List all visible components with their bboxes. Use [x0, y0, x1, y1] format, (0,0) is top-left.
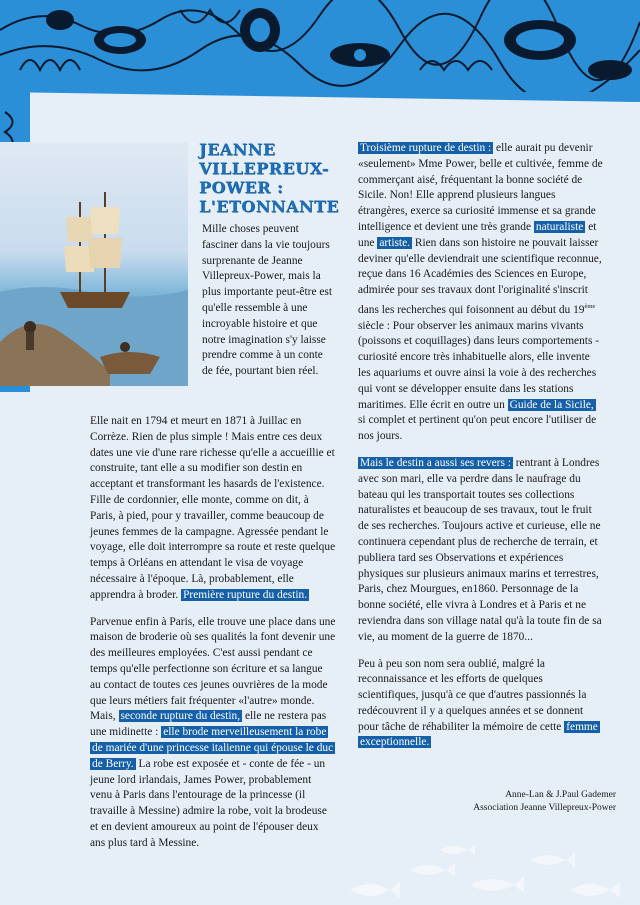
p3-text-e: si complet et pertinent qu'on peut encore l'utiliser de nos jours. — [358, 414, 597, 443]
p2-text-a: Parvenue enfin à Paris, elle trouve une place dans une maison de broderie où ses qualités la font devenir une des meilleures employées. C'est aussi pendant ce temps qu'elle perfectionne son écriture et sa langue au contact de toutes ces jeunes ouvrières de la mode que leurs métiers fait fréquenter «l'autre» monde. Mais, — [90, 615, 336, 723]
highlight-guide-sicile: Guide de la Sicile, — [509, 398, 594, 411]
signature-association: Association Jeanne Villepreux-Power — [473, 803, 616, 813]
paragraph-third-rupture — [358, 141, 604, 445]
highlight-wedding-dress: elle brode merveilleusement la robe de mariée d'une princesse italienne qui épouse le duc de Berry. — [92, 726, 334, 770]
p3-text-a: elle aurait pu devenir «seulement» Mme Power, belle et cultivée, femme de commerçant aisé, fréquentant la bonne société de Sicile. Non! Elle apprend plusieurs langues étrangères, exerce sa curiosité immense et sa grande intelligence et devient une très grande — [358, 142, 603, 233]
p2-text-c: La robe est exposée et - conte de fée - un jeune lord irlandais, James Power, probablement venu à Paris dans l'entourage de la princesse (il travaille à Messine) admire la robe, voit la brodeuse et en devient amoureux au point de l'épouser deux ans plus tard à Messine. — [90, 757, 327, 849]
p4-text: rentrant à Londres avec son mari, elle va perdre dans le naufrage du bateau qui les transportait toutes ses collections naturalistes et beaucoup de ses travaux, tout le fruit de ses recherches. Toujours active et curieuse, elle ne continuera cependant plus de recherche de terrain, et publiera tard ses Observations et expériences physiques sur plusieurs animaux marins et terrestres, Paris, chez Mourgues, en1860. Personnage de la bonne société, elle vivra à Londres et à Paris et ne reviendra dans son village natal qu'à la toute fin de sa vie, au moment de la guerre de 1870... — [358, 456, 602, 643]
sea-creatures-illustration — [0, 0, 640, 92]
ship-illustration — [0, 142, 188, 386]
signature — [380, 789, 616, 815]
article-title: JEANNE VILLEPREUX-POWER : L'ETONNANTE — [199, 140, 340, 216]
p3-text-b: et une — [358, 220, 597, 249]
top-decorative-band — [0, 0, 640, 88]
paragraph-paris — [90, 615, 336, 852]
highlight-revers: Mais le destin a aussi ses revers : — [360, 456, 511, 469]
left-column — [90, 414, 336, 863]
paragraph-birth — [90, 414, 336, 604]
p5-text: Peu à peu son nom sera oublié, malgré la reconnaissance et les efforts de quelques scientifiques, jusqu'à ce que d'autres passionnés la redécouvrent il y a quelques années et se donnent pour tâche de réhabiliter la mémoire de cette — [358, 657, 587, 733]
right-column — [358, 141, 604, 762]
signature-authors: Anne-Lan & J.Paul Gademer — [505, 790, 616, 800]
p3-superscript: ème — [584, 302, 596, 310]
p2-text-b: elle ne restera pas une midinette : — [90, 710, 327, 739]
sailing-ship-image — [0, 142, 188, 386]
highlight-artiste: artiste. — [379, 236, 410, 249]
paragraph-revers — [358, 456, 604, 646]
highlight-first-rupture: Première rupture du destin. — [183, 588, 308, 601]
intro-paragraph — [202, 222, 336, 380]
highlight-femme-exceptionnelle: femme exceptionnelle. — [360, 720, 598, 749]
highlight-naturaliste: naturaliste — [535, 220, 584, 233]
fish-school-decoration — [340, 830, 640, 905]
intro-text: Mille choses peuvent fasciner dans la vie toujours surprenante de Jeanne Villepreux-Power, mais la plus importante peut-être est qu'elle ressemble à une incroyable histoire et que notre imagination s'y laisse prendre comme à un conte de fée, pourtant bien réel. — [202, 223, 333, 378]
p3-text-c: Rien dans son histoire ne pouvait laisser deviner qu'elle deviendrait une scientifique reconnue, reçue dans 16 Académies des Sciences en Europe, admirée pour ses travaux dont l'originalité s'inscrit dans les recherches qui foisonnent au début du 19 — [358, 236, 602, 316]
highlight-third-rupture: Troisième rupture de destin : — [360, 142, 492, 154]
p3-text-d: siècle : Pour observer les animaux marins vivants (poissons et coquillages) dans leurs comportements - curiosité encore très inhabituelle alors, elle invente les aquariums et ouvre ainsi la voie à des recherches qui vont se développer ensuite dans les stations maritimes. Elle écrit en outre un — [358, 319, 600, 411]
paragraph-oubli — [358, 657, 604, 752]
highlight-second-rupture: seconde rupture du destin, — [120, 710, 241, 723]
p1-text: Elle nait en 1794 et meurt en 1871 à Juillac en Corrèze. Rien de plus simple ! Mais entre ces deux dates une vie d'une rare richesse qu'elle a accueillie et construite, tant elle a su modifier son destin en acceptant et transformant les hasards de l'existence. Fille de cordonnier, elle monte, comme on dit, à Paris, à pied, pour y travailler, comme beaucoup de jeunes femmes de la campagne. Agressée pendant le voyage, elle doit interrompre sa route et reste quelque temps à Orléans en attendant le visa de voyage nécessaire à l'époque. Là, probablement, elle apprendra à broder. — [90, 415, 336, 601]
